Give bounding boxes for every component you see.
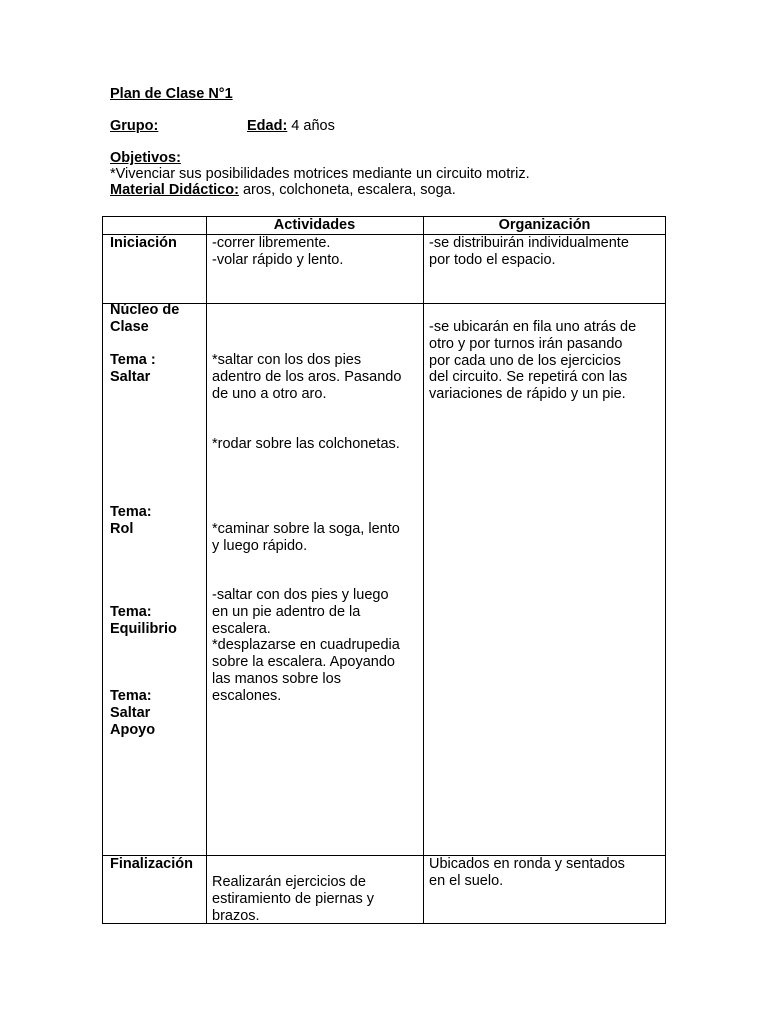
finalizacion-actividades: Realizarán ejercicios de estiramiento de piernas y brazos. — [212, 874, 374, 924]
tema-saltar-apoyo: Tema: Saltar Apoyo — [110, 688, 156, 738]
tema-rol: Tema: Rol — [110, 504, 152, 537]
edad-field — [247, 118, 335, 135]
grupo-label: Grupo: — [110, 118, 159, 134]
nucleo-act-escalera: -saltar con dos pies y luego en un pie adentro de la escalera. *desplazarse en cuadrupedia sobre la escalera. Apoyando las manos sobre los escalones. — [212, 587, 400, 704]
tema-saltar: Tema : Saltar — [110, 352, 156, 385]
objetivos-text: *Vivenciar sus posibilidades motrices mediante un circuito motriz. — [110, 166, 530, 182]
finalizacion-organizacion: Ubicados en ronda y sentados en el suelo. — [429, 856, 625, 889]
stage-finalizacion: Finalización — [110, 856, 193, 872]
nucleo-act-rodar: *rodar sobre las colchonetas. — [212, 436, 400, 452]
column-divider — [206, 217, 207, 923]
stage-nucleo: Núcleo de Clase — [110, 302, 180, 335]
nucleo-act-saltar: *saltar con los dos pies adentro de los aros. Pasando de uno a otro aro. — [212, 352, 402, 402]
column-header-actividades: Actividades — [273, 217, 356, 233]
column-header-organizacion: Organización — [498, 217, 591, 233]
material-field — [110, 182, 456, 199]
nucleo-organizacion: -se ubicarán en fila uno atrás de otro y por turnos irán pasando por cada uno de los ejercicios del circuito. Se repetirá con las variaciones de rápido y un pie. — [429, 319, 637, 403]
tema-equilibrio: Tema: Equilibrio — [110, 604, 177, 637]
material-label: Material Didáctico: — [110, 182, 239, 198]
stage-iniciacion: Iniciación — [110, 235, 177, 251]
column-divider — [423, 217, 424, 923]
objetivos-label: Objetivos: — [110, 150, 181, 166]
iniciacion-actividades: -correr libremente. -volar rápido y lento. — [212, 235, 344, 268]
plan-table — [102, 216, 666, 924]
material-text: aros, colchoneta, escalera, soga. — [238, 182, 456, 198]
row-divider — [103, 303, 665, 304]
grupo-field — [110, 118, 158, 135]
document-title: Plan de Clase N°1 — [110, 86, 233, 102]
edad-value: 4 años — [287, 118, 335, 134]
nucleo-act-caminar: *caminar sobre la soga, lento y luego rápido. — [212, 521, 400, 554]
iniciacion-organizacion: -se distribuirán individualmente por todo el espacio. — [429, 235, 629, 268]
edad-label: Edad: — [247, 118, 288, 134]
